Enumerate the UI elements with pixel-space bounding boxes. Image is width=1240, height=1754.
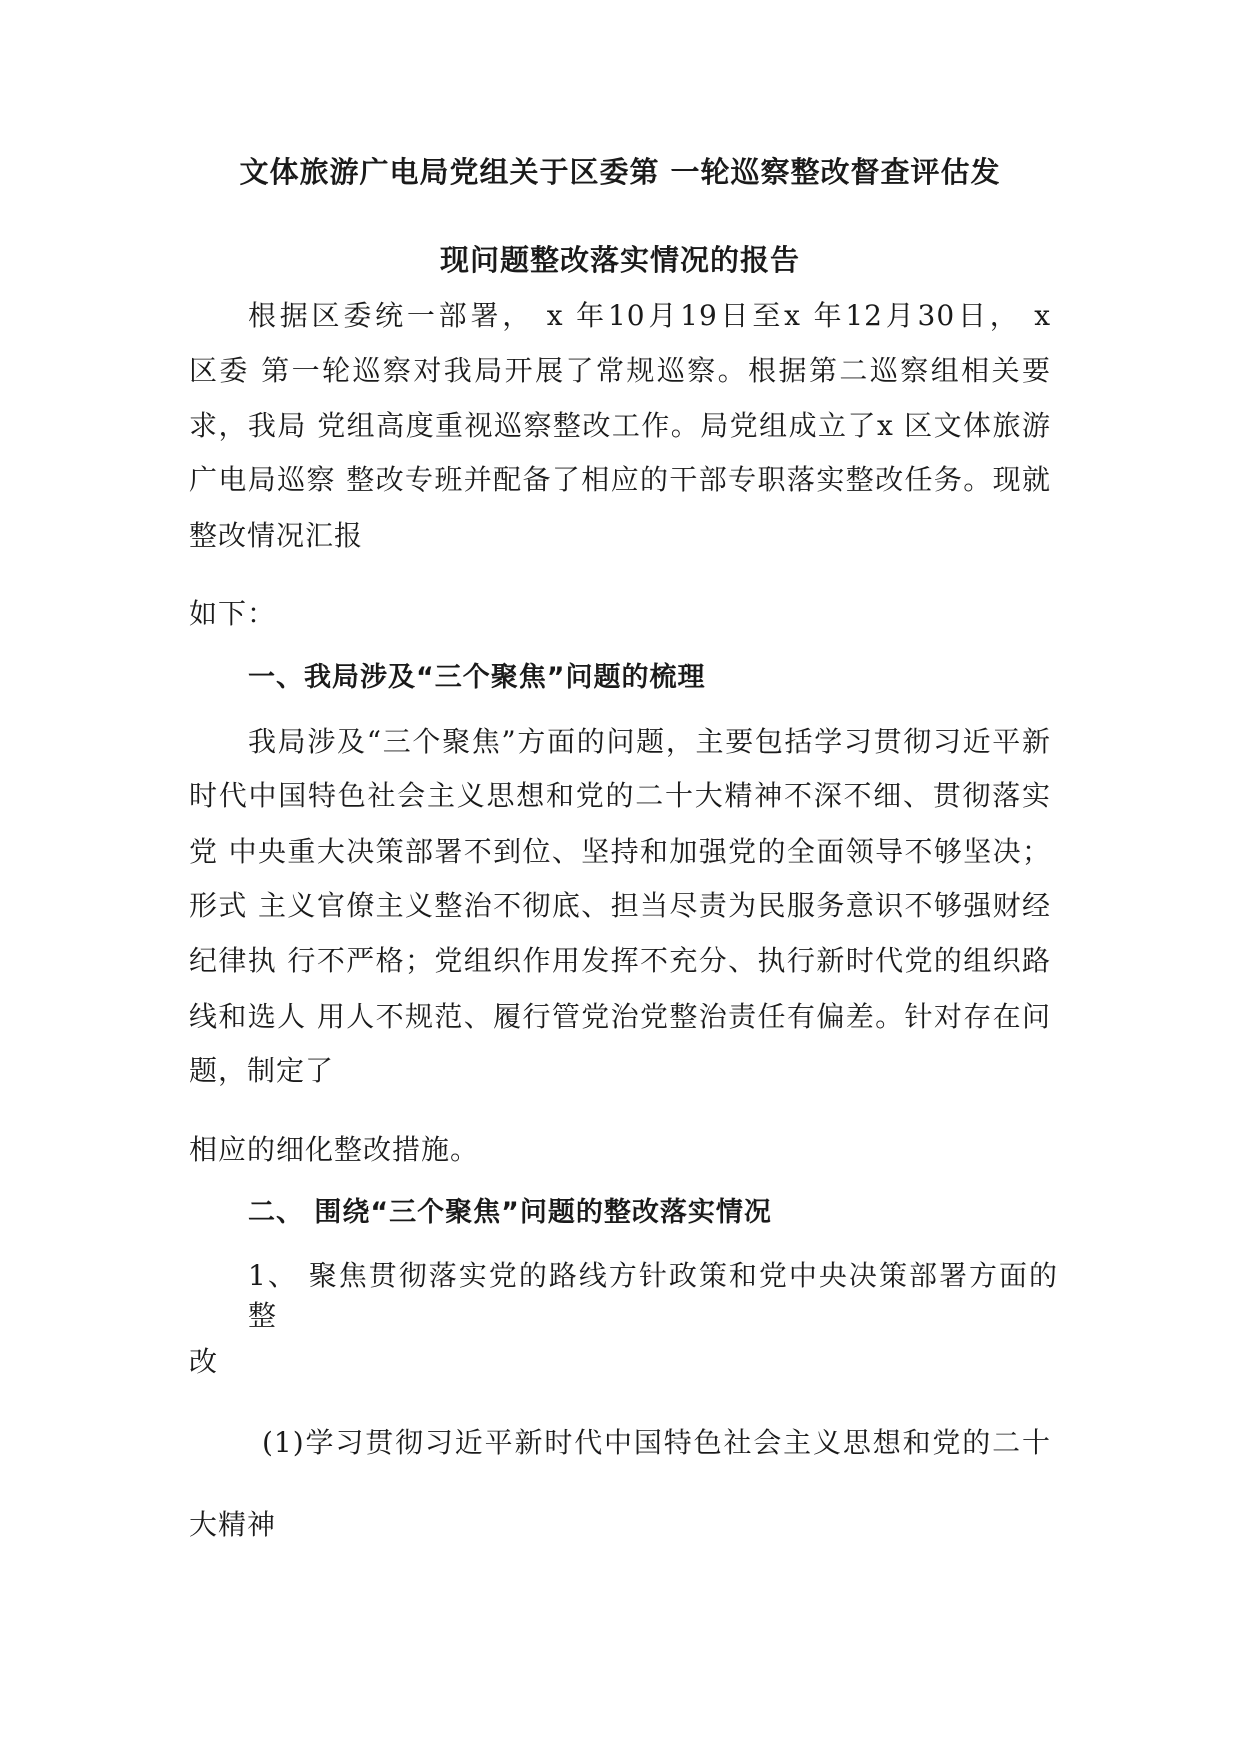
section-2-item-1-line-1: 1、 聚焦贯彻落实党的路线方针政策和党中央决策部署方面的整 <box>248 1259 1058 1332</box>
section-1-line-6: 线和选人 用人不规范、履行管党治党整治责任有偏差。针对存在问 <box>189 1000 1051 1033</box>
section-2-sub-1-line-1: (1)学习贯彻习近平新时代中国特色社会主义思想和党的二十 <box>262 1426 1051 1459</box>
section-1-line-7: 题，制定了 <box>189 1054 335 1087</box>
intro-line-5: 整改情况汇报 <box>189 519 364 552</box>
intro-line-6: 如下： <box>189 597 277 630</box>
intro-line-2: 区委 第一轮巡察对我局开展了常规巡察。根据第二巡察组相关要 <box>189 354 1051 387</box>
section-1-line-5: 纪律执 行不严格；党组织作用发挥不充分、执行新时代党的组织路 <box>189 944 1051 977</box>
document-title-line-1: 文体旅游广电局党组关于区委第 一轮巡察整改督查评估发 <box>239 155 1001 189</box>
section-2-item-1-line-2: 改 <box>189 1345 219 1378</box>
intro-line-3: 求，我局 党组高度重视巡察整改工作。局党组成立了x 区文体旅游 <box>189 409 1051 442</box>
section-1-line-3: 党 中央重大决策部署不到位、坚持和加强党的全面领导不够坚决； <box>189 835 1051 868</box>
section-1-heading: 一、我局涉及“三个聚焦”问题的梳理 <box>248 662 706 693</box>
intro-line-4: 广电局巡察 整改专班并配备了相应的干部专职落实整改任务。现就 <box>189 463 1051 496</box>
section-1-line-8: 相应的细化整改措施。 <box>189 1133 480 1166</box>
section-1-line-4: 形式 主义官僚主义整治不彻底、担当尽责为民服务意识不够强财经 <box>189 889 1051 922</box>
intro-line-1: 根据区委统一部署， x 年10月19日至x 年12月30日， x <box>248 299 1051 332</box>
section-1-line-2: 时代中国特色社会主义思想和党的二十大精神不深不细、贯彻落实 <box>189 779 1051 812</box>
section-1-line-1: 我局涉及“三个聚焦”方面的问题，主要包括学习贯彻习近平新 <box>248 725 1051 758</box>
section-2-heading: 二、 围绕“三个聚焦”问题的整改落实情况 <box>248 1197 772 1228</box>
section-2-sub-1-line-2: 大精神 <box>189 1508 277 1541</box>
document-title-line-2: 现问题整改落实情况的报告 <box>439 243 800 277</box>
